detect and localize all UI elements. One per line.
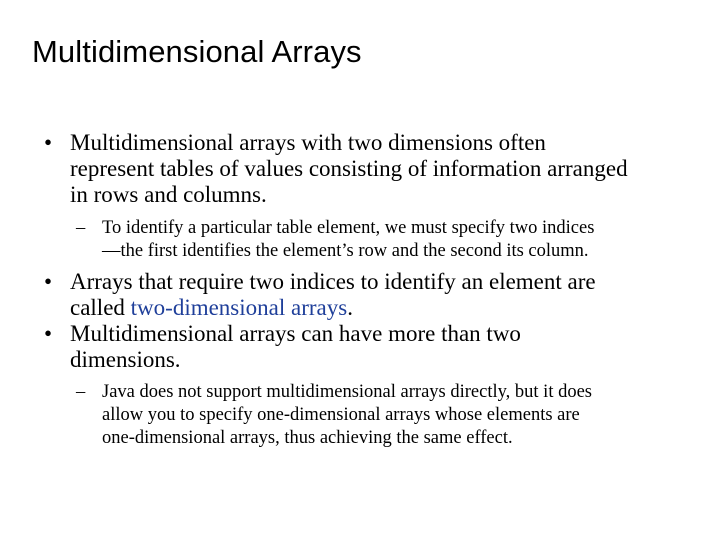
- bullet-item: [44, 321, 694, 373]
- bullet-list: [44, 130, 694, 458]
- sub-bullet-text-line: —the first identifies the element’s row and the second its column.: [102, 241, 589, 261]
- bullet-text-line: dimensions.: [70, 347, 181, 372]
- dash-marker: –: [76, 218, 86, 238]
- text-suffix: .: [347, 295, 353, 320]
- bullet-item: [44, 130, 694, 208]
- highlighted-term: two-dimensional arrays: [130, 295, 348, 320]
- slide-title: Multidimensional Arrays: [32, 34, 362, 69]
- dash-marker: –: [76, 382, 86, 402]
- sub-bullet-text-line: To identify a particular table element, we must specify two indices: [102, 218, 595, 238]
- bullet-marker: •: [44, 321, 53, 346]
- sub-bullet-text-line: one-dimensional arrays, thus achieving the same effect.: [102, 428, 513, 448]
- bullet-marker: •: [44, 269, 53, 294]
- bullet-item: [44, 269, 694, 321]
- sub-bullet-text-line: allow you to specify one-dimensional arrays whose elements are: [102, 405, 580, 425]
- sub-bullet-item: [44, 217, 694, 263]
- bullet-text-line: [70, 295, 694, 321]
- sub-bullet-item: [44, 381, 694, 450]
- text-prefix: called: [70, 295, 131, 320]
- bullet-text-line: in rows and columns.: [70, 182, 267, 207]
- bullet-text-line: Multidimensional arrays with two dimensions often: [70, 130, 546, 155]
- bullet-marker: •: [44, 130, 53, 155]
- sub-bullet-text-line: Java does not support multidimensional arrays directly, but it does: [102, 382, 592, 402]
- bullet-text-line: Arrays that require two indices to identify an element are: [70, 269, 596, 294]
- bullet-text-line: represent tables of values consisting of information arranged: [70, 156, 628, 181]
- bullet-text-line: Multidimensional arrays can have more than two: [70, 321, 521, 346]
